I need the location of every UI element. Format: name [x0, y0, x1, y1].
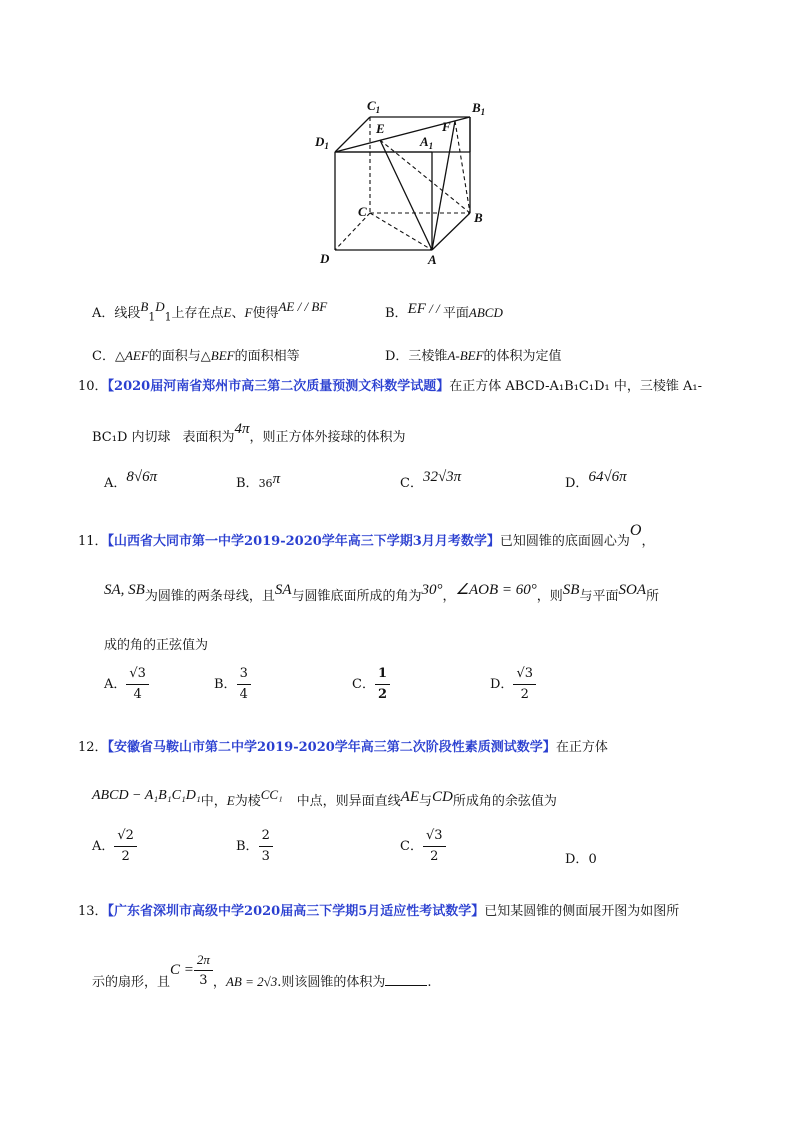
label-a: A	[428, 252, 437, 267]
q13-line1: 13．【广东省深圳市高级中学2020届高三下学期5月适应性考试数学】已知某圆锥的侧面展开图为如图所	[78, 904, 680, 919]
q12-option-b: B． $\frac{2}{3}$	[236, 826, 273, 867]
label-d: D	[320, 251, 330, 266]
q12-source: 【安徽省马鞍山市第二中学2019-2020学年高三第二次阶段性素质测试数学】	[107, 740, 556, 755]
cube-figure	[310, 95, 500, 270]
q11-option-a: A． $\frac{√3}{4}$	[104, 664, 149, 705]
q11-line3: 成的角的正弦值为	[104, 638, 209, 653]
q11-line1: 11．【山西省大同市第一中学2019-2020学年高三下学期3月月考数学】已知圆锥的底面圆心为O，	[78, 522, 655, 549]
svg-text:B1: $B_1$	[472, 100, 486, 117]
q12-option-c: C． $\frac{√3}{2}$	[400, 826, 446, 867]
q12-line1: 12．【安徽省马鞍山市第二中学2019-2020学年高三第二次阶段性素质测试数学】在正方体	[78, 740, 608, 755]
q11-source: 【山西省大同市第一中学2019-2020学年高三下学期3月月考数学】	[107, 534, 500, 549]
q9-option-b: B．EF / / 平面ABCD	[385, 301, 503, 321]
q10-option-a: A．8√6π	[104, 469, 158, 491]
q12-option-a: A． $\frac{√2}{2}$	[92, 826, 137, 867]
label-e: E	[376, 121, 385, 136]
svg-text:D1: $D_1$	[315, 134, 329, 151]
label-b: B	[474, 210, 483, 225]
label-f: F	[442, 119, 451, 134]
q9-option-a: A．线段$B_1D_1$上存在点E、F使得AE / / BF	[92, 299, 328, 324]
q11-line2: SA, SB为圆锥的两条母线，且SA与圆锥底面所成的角为30°，∠AOB = 60°，则SB与平面SOA所	[104, 582, 659, 604]
q11-option-d: D． $\frac{√3}{2}$	[490, 664, 536, 705]
label-c1: C	[367, 98, 376, 113]
q12-option-d: D．0	[565, 852, 597, 867]
q11-option-b: B． $\frac{3}{4}$	[214, 664, 251, 705]
q11-option-c: C． $\frac{1}{2}$	[352, 664, 390, 705]
svg-text:C1: $C_1$	[367, 98, 381, 115]
svg-text:A1: $A_1$	[420, 134, 434, 151]
q10-source: 【2020届河南省郑州市高三第二次质量预测文科数学试题】	[107, 379, 450, 394]
q9-option-d: D．三棱锥A-BEF的体积为定值	[385, 348, 562, 364]
q13-source: 【广东省深圳市高级中学2020届高三下学期5月适应性考试数学】	[107, 904, 485, 919]
q10-option-d: D．64√6π	[565, 469, 627, 491]
q10-option-b: B．36π	[236, 471, 281, 491]
label-c: C	[358, 204, 367, 219]
q10-line2: BC₁D 内切球 表面积为4π，则正方体外接球的体积为	[92, 421, 406, 445]
q12-line2: ABCD − A₁B₁C₁D₁中，E为棱CC₁ 中点，则异面直线AE与CD所成角的余弦值为	[92, 787, 557, 809]
q10-line1: 10．【2020届河南省郑州市高三第二次质量预测文科数学试题】在正方体 ABCD-A₁B₁C₁D₁ 中，三棱锥 A₁-	[78, 379, 702, 394]
q13-line2: 示的扇形，且C = $\frac{2\pi}{3}$ ，AB = 2√3.则该圆锥的体积为 .	[92, 952, 432, 990]
answer-blank	[385, 975, 427, 986]
q9-option-c: C．△AEF的面积与△BEF的面积相等	[92, 348, 300, 364]
q10-option-c: C．32√3π	[400, 469, 462, 491]
